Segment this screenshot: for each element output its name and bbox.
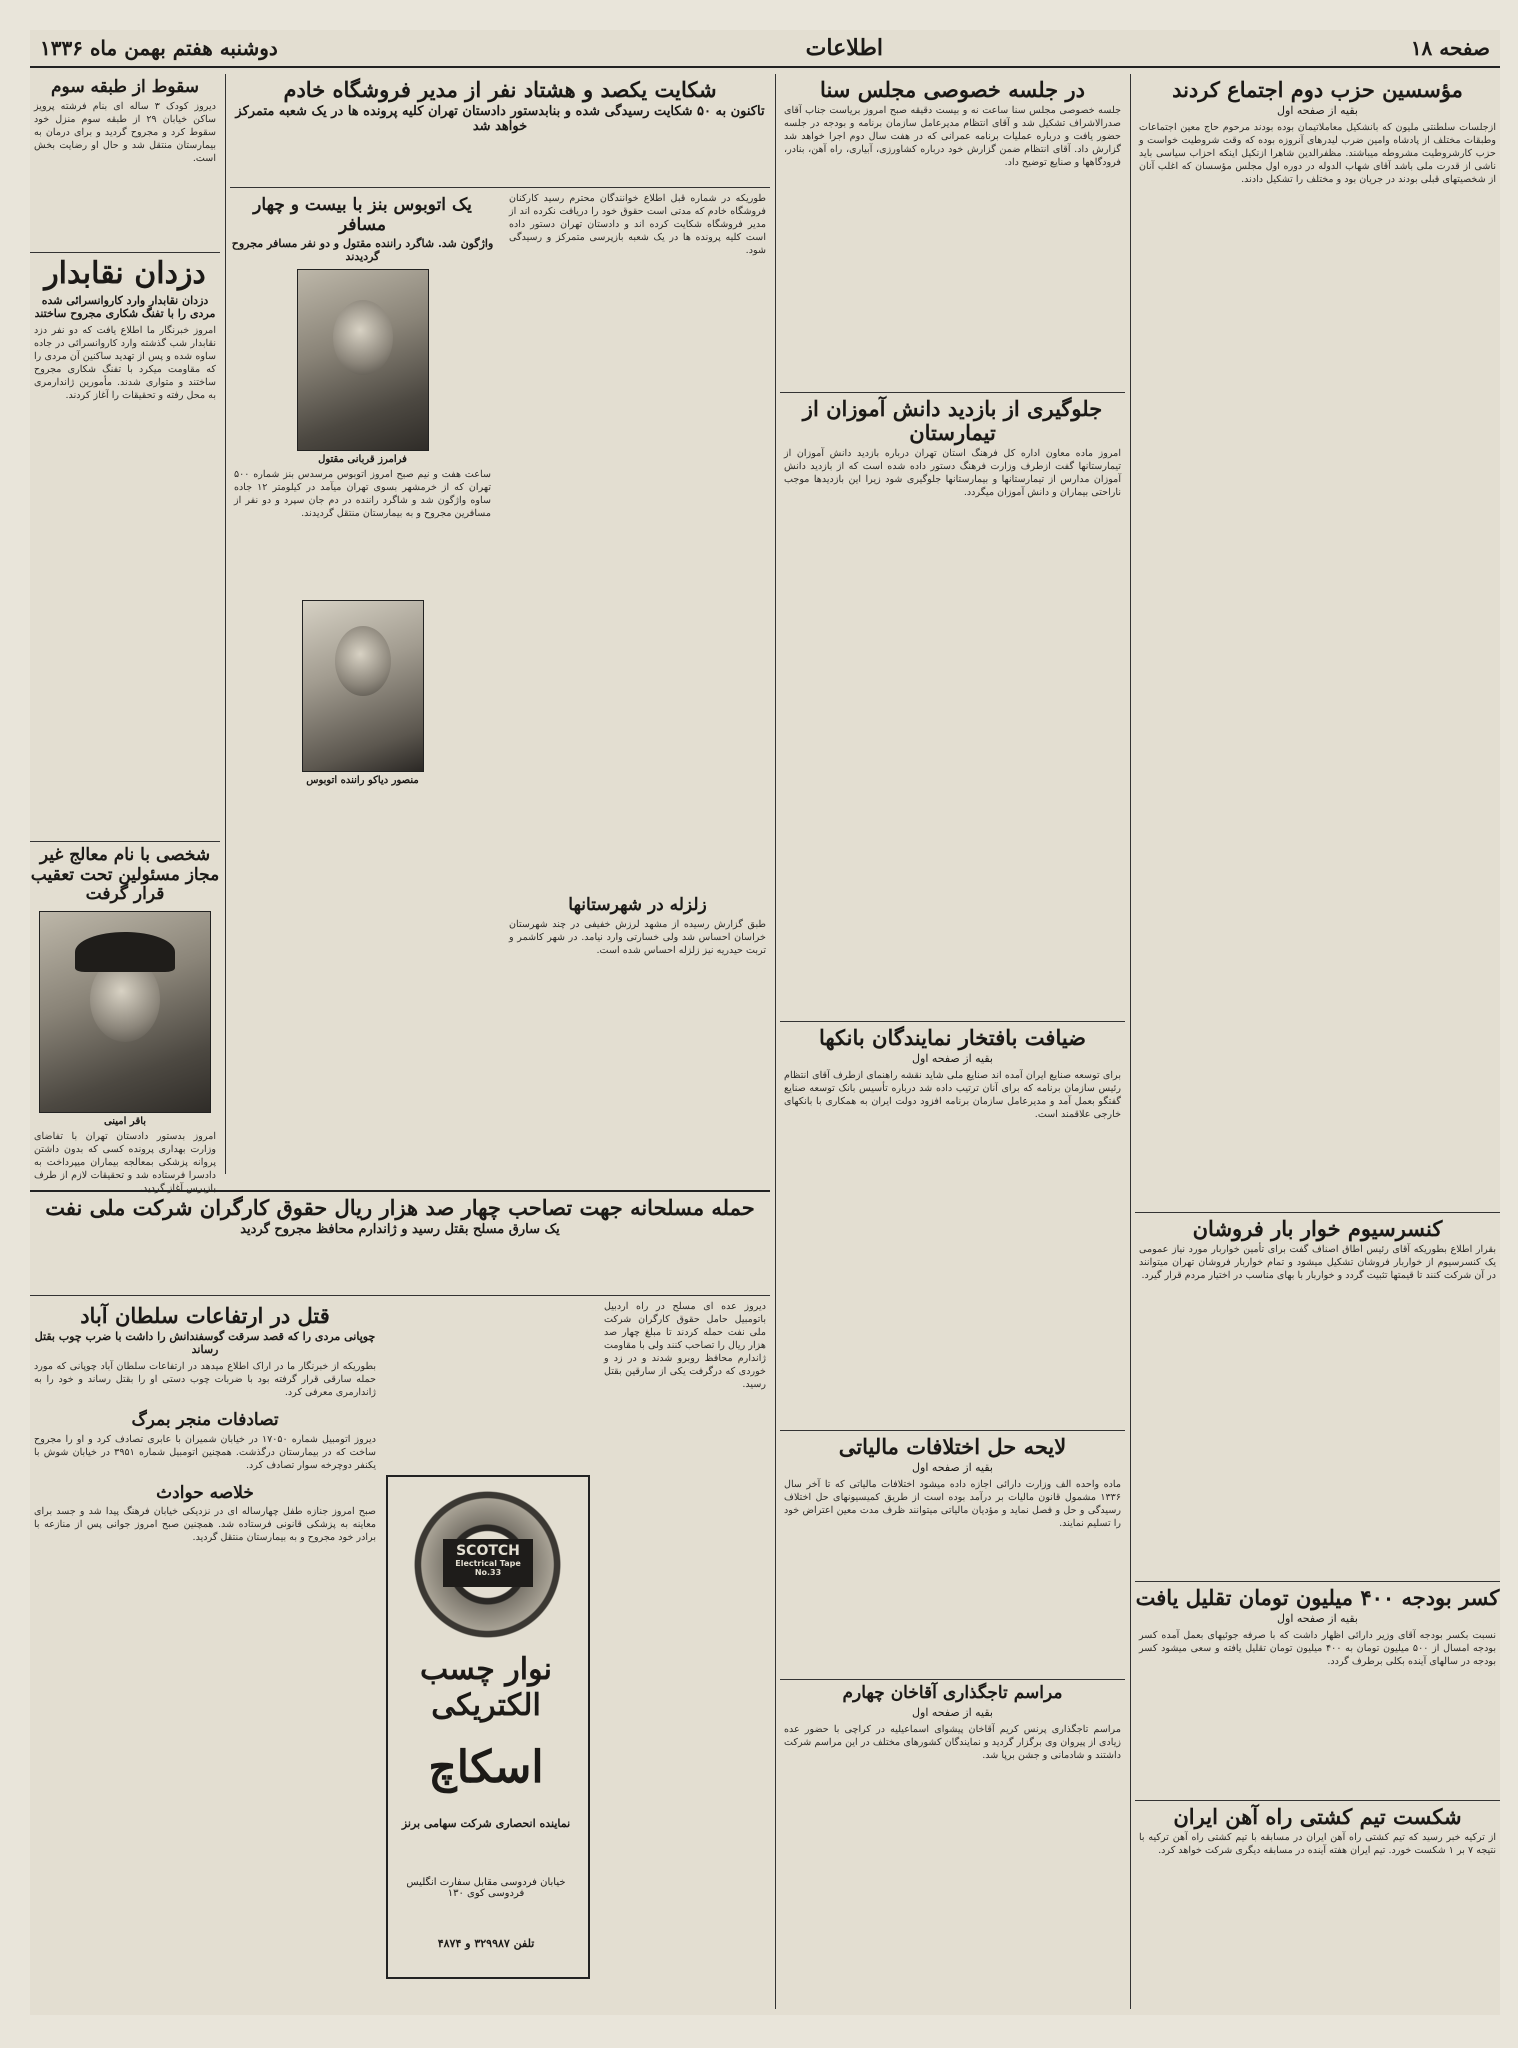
ad-address: خیابان فردوسی مقابل سفارت انگلیس فردوسی کوی ۱۳۰ bbox=[406, 1877, 566, 1899]
headline: جلوگیری از بازدید دانش آموزان از تیمارستان bbox=[802, 396, 1103, 446]
headline: شکایت یکصد و هشتاد نفر از مدیر فروشگاه خادم bbox=[283, 77, 717, 102]
article-employee bbox=[230, 78, 770, 188]
headline: مؤسسین حزب دوم اجتماع کردند bbox=[1172, 77, 1463, 102]
article-tax bbox=[780, 1435, 1125, 1680]
continuation: بقیه از صفحه اول bbox=[1277, 104, 1358, 118]
headline: ضیافت بافتخار نمایندگان بانکها bbox=[818, 1025, 1087, 1050]
article-budget bbox=[1135, 1586, 1500, 1801]
body-text: مراسم تاجگذاری پرنس کریم آقاخان پیشوای اسماعیلیه در کراچی با حضور عده زیادی از پیروان وی برگزار گردید و نمایندگان کشورهای مختلف در این مراسم شرکت داشتند و شادمانی و جشن برپا شد. bbox=[784, 1723, 1121, 1761]
body-text: از ترکیه خبر رسید که تیم کشتی راه آهن ایران در مسابقه با تیم کشتی راه آهن ترکیه با نتیجه ۷ بر ۱ شکست خورد. تیم ایران هفته آینده در مسابقه دیگری شرکت خواهد کرد. bbox=[1139, 1832, 1496, 1857]
article-senate bbox=[780, 78, 1125, 393]
photo-caption: باقر امینی bbox=[103, 1115, 147, 1127]
column-left bbox=[30, 74, 220, 1194]
headline: قتل در ارتفاعات سلطان آباد bbox=[80, 1303, 330, 1328]
body-text: دیروز اتومبیل شماره ۱۷۰۵۰ در خیابان شمیران با عابری تصادف کرد و او را مجروح ساخت که در بیمارستان درگذشت. همچنین اتومبیل شماره ۳۹۵۱ در خیابان شوش با یکنفر دوچرخه سوار تصادف کرد. bbox=[34, 1433, 376, 1471]
scotch-tape-ad bbox=[386, 1475, 590, 1979]
tape-number: No.33 bbox=[474, 1568, 502, 1577]
lower-left-block bbox=[30, 1190, 770, 2012]
article-bus bbox=[230, 192, 495, 789]
employee-text bbox=[505, 192, 770, 257]
brand-en-sub: Electrical Tape bbox=[455, 1559, 521, 1568]
headline: در جلسه خصوصی مجلس سنا bbox=[820, 77, 1085, 102]
body-text: بقرار اطلاع بطوریکه آقای رئیس اطاق اصناف گفت برای تأمین خواربار مورد نیاز عمومی یک کنسرسیوم از خواربار فروشان تشکیل میشود و تمام خواربار فروشان تهران میتوانند در آن شرکت کنند تا قیمتها تثبیت گردد و خواربار با بهای مناسب در اختیار مردم قرار گیرد. bbox=[1139, 1244, 1496, 1282]
subheadline: چوپانی مردی را که قصد سرقت گوسفندانش را داشت با ضرب چوب بقتل رساند bbox=[34, 1330, 376, 1357]
headline: کنسرسیوم خوار بار فروشان bbox=[1192, 1216, 1443, 1241]
body-text: امروز ماده معاون اداره کل فرهنگ استان تهران درباره بازدید دانش آموزان از تیمارستانها گفت ازطرف وزارت فرهنگ دستور داده شده است که از بازدید دانش آموزان مدارس از تیمارستانها و بیمارستانها جلوگیری شود زیرا این بازدیدها موجب ناراحتی بیماران و دانش آموزان میگردد. bbox=[784, 448, 1121, 499]
headline: کسر بودجه ۴۰۰ میلیون تومان تقلیل یافت bbox=[1135, 1585, 1500, 1610]
driver-photo bbox=[302, 600, 424, 772]
article-consortium bbox=[1135, 1217, 1500, 1582]
ardabil-text bbox=[600, 1300, 770, 1391]
continuation: بقیه از صفحه اول bbox=[912, 1052, 993, 1066]
article-banks bbox=[780, 1026, 1125, 1431]
ad-headline: نوار چسب الکتریکی bbox=[420, 1652, 552, 1723]
headline: دزدان نقابدار bbox=[44, 256, 206, 291]
headline: حمله مسلحانه جهت تصاحب چهار صد هزار ریال حقوق کارگران شرکت ملی نفت bbox=[45, 1195, 755, 1220]
headline: زلزله در شهرستانها bbox=[568, 895, 707, 915]
continuation: بقیه از صفحه اول bbox=[912, 1461, 993, 1475]
article-thieves bbox=[30, 257, 220, 842]
article-fall bbox=[30, 78, 220, 253]
body-text: ماده واحده الف وزارت دارائی اجازه داده میشود اختلافات مالیاتی که تا آخر سال ۱۳۳۶ مشمول قانون مالیات بر درآمد بوده است از طریق کمیسیونهای حل اختلاف رسیدگی و حل و فصل نماید و مؤدیان مالیاتی میتوانند ظرف مدت معین اعتراض خود را تسلیم نمایند. bbox=[784, 1479, 1121, 1530]
article-railway bbox=[1135, 1805, 1500, 1857]
body-text: بطوریکه از خبرنگار ما در اراک اطلاع میدهد در ارتفاعات سلطان آباد چوپانی که مورد حمله سارقی قرار گرفته بود با ضربات چوب دستی او را بقتل رساند و خود را به ژاندارمری معرفی کرد. bbox=[34, 1361, 376, 1399]
headline: خلاصه حوادث bbox=[156, 1482, 254, 1503]
body-text: جلسه خصوصی مجلس سنا ساعت نه و بیست دقیقه صبح امروز بریاست جناب آقای صدرالاشراف تشکیل شد و آقای انتظام مدیرعامل سازمان برنامه و بودجه در جلسه حضور یافت و درباره عملیات برنامه عمرانی که در هفت سال دوم اجرا خواهد شد گزارش داد. آقای انتظام ضمن گزارش خود درباره کشاورزی، آبیاری، راه آهن، بنادر، فرودگاهها و صنایع توضیح داد. bbox=[784, 105, 1121, 169]
continuation: بقیه از صفحه اول bbox=[912, 1705, 993, 1719]
ad-phone: تلفن ۳۲۹۹۸۷ و ۴۸۷۴ bbox=[437, 1937, 535, 1950]
tape-label bbox=[443, 1539, 533, 1587]
page-number: صفحه ۱۸ bbox=[1410, 36, 1490, 60]
paper-name: اطلاعات bbox=[805, 35, 883, 61]
column-right bbox=[1135, 74, 1500, 2009]
subheadline: یک سارق مسلح بقتل رسید و ژاندارم محافظ مجروح گردید bbox=[240, 1222, 560, 1238]
body-text: ساعت هفت و نیم صبح امروز اتوبوس مرسدس بنز شماره ۵۰۰ تهران که از خرمشهر بسوی تهران میآمد در کیلومتر ۱۲ جاده ساوه واژگون شد و شاگرد راننده در دم جان سپرد و دو نفر از مسافرین مجروح و به بیمارستان منتقل گردیدند. bbox=[234, 469, 491, 520]
headline: یک اتوبوس بنز با بیست و چهار مسافر bbox=[253, 195, 472, 235]
subheadline: تاکنون به ۵۰ شکایت رسیدگی شده و بنابدستور دادستان تهران کلیه پرونده ها در یک شعبه متمرکز خواهد شد bbox=[235, 104, 765, 135]
victim-face bbox=[333, 300, 393, 375]
body-text: برای توسعه صنایع ایران آمده اند صنایع ملی شاید نقشه راهنمای ازطرف آقای انتظام رئیس سازمان برنامه که برای آنان ترتیب داده شد درباره تأسیس بانک توسعه صنایع گفتگو بعمل آمد و مدیرعامل سازمان برنامه افزود دولت ایران به همکاری با بانکهای خارجی علاقمند است. bbox=[784, 1070, 1121, 1121]
column-rule bbox=[225, 74, 226, 1174]
body-text: طبق گزارش رسیده از مشهد لرزش خفیفی در چند شهرستان خراسان احساس شد ولی خسارتی وارد نیامد. در شهر کاشمر و تربت حیدریه نیز زلزله احساس شده است. bbox=[509, 918, 766, 956]
article-soltanabad bbox=[30, 1300, 380, 1544]
suspect-photo bbox=[39, 911, 211, 1113]
article-ardabil bbox=[30, 1196, 770, 1296]
headline: سقوط از طبقه سوم bbox=[51, 77, 199, 97]
hat bbox=[75, 932, 175, 972]
issue-date: دوشنبه هفتم بهمن ماه ۱۳۳۶ bbox=[40, 36, 278, 60]
body-text: ازجلسات سلطنتی ملیون که بانشکیل معاملاتیمان بوده بودند مرحوم حاج معین اجتماعات وطبقات مختلف از پادشاه وامین ضرب لیدرهای آنروزه بوده که وقت شروطیت خواست و حزب کارشروطیت مشروطه میباشند. مظفرالدین شاهرا ازنکیل اینکه احزاب سیاسی باید ناشی از قدرت ملی باشد آقای شهاب الدوله در دوره اول مجلس مؤسسان که اغلب آنان از شخصیتهای قبلی بودند در جریان بود و مختلف را تشکیل دادند. bbox=[1139, 122, 1496, 186]
photo-caption: فرامرز قربانی مقتول bbox=[318, 454, 407, 466]
headline: تصادفات منجر بمرگ bbox=[131, 1410, 279, 1431]
photo-caption: منصور دیاکو راننده اتوبوس bbox=[306, 775, 419, 787]
column-rule bbox=[1130, 74, 1131, 2009]
article-hospital bbox=[780, 397, 1125, 1022]
body-text: صبح امروز جنازه طفل چهارساله ای در نزدیکی خیابان فرهنگ پیدا شد و جسد برای معاینه به پزشکی قانونی فرستاده شد. همچنین صبح امروز جوانی پس از منازعه با برادر خود مجروح و به بیمارستان منتقل گردید. bbox=[34, 1506, 376, 1544]
ad-brand: اسکاچ bbox=[428, 1742, 544, 1793]
headline: مراسم تاجگذاری آقاخان چهارم bbox=[842, 1683, 1063, 1703]
article-aghakhan bbox=[780, 1684, 1125, 1762]
victim-photo bbox=[297, 269, 429, 451]
ad-agent: نماینده انحصاری شرکت سهامی برنز bbox=[401, 1817, 571, 1830]
body-text: طوریکه در شماره قبل اطلاع خوانندگان محترم رسید کارکنان فروشگاه خادم که مدتی است حقوق خود را دریافت نکرده اند از مدیر فروشگاه شکایت کرده اند و دادستان تهران دستور داده است کلیه پرونده ها در یک شعبه بازپرسی متمرکز و رسیدگی شود. bbox=[509, 193, 766, 256]
subheadline: واژگون شد. شاگرد راننده مقتول و دو نفر مسافر مجروح گردیدند bbox=[231, 237, 494, 264]
headline: شخصی با نام معالج غیر مجاز مسئولین تحت تعقیب قرار گرفت bbox=[30, 845, 220, 905]
article-founders bbox=[1135, 78, 1500, 1213]
column-rule bbox=[775, 74, 776, 2009]
article-fake-doctor bbox=[30, 846, 220, 1195]
body-text: امروز بدستور دادستان تهران با تفاضای وزارت بهداری پرونده کسی که بدون داشتن پروانه پزشکی بمعالجه بیماران میپرداخت به دادسرا فرستاده شد و تحقیقات لازم از طرف بازپرس آغاز گردید. bbox=[34, 1130, 216, 1194]
column-center-right bbox=[780, 74, 1125, 2009]
masthead bbox=[30, 30, 1500, 68]
body-text: امروز خبرنگار ما اطلاع یافت که دو نفر دزد نقابدار شب گذشته وارد کاروانسرائی در جاده ساوه شده و پس از تهدید ساکنین آن مردی را که مقاومت میکرد با تفنگ شکاری مجروح ساختند و متواری شدند. مأمورین ژاندارمری به محل رفته و تحقیقات را آغاز کردند. bbox=[34, 324, 216, 401]
driver-face bbox=[335, 626, 391, 696]
brand-en: SCOTCH bbox=[456, 1543, 520, 1559]
subheadline: دزدان نقابدار وارد کاروانسرائی شده مردی را با تفنگ شکاری مجروح ساختند bbox=[34, 293, 216, 320]
body-text: نسبت بکسر بودجه آقای وزیر دارائی اظهار داشت که با صرفه جوئیهای بعمل آمده کسر بودجه امسال از ۵۰۰ میلیون تومان به ۴۰۰ میلیون تومان تقلیل یافته و سعی میشود کسر بودجه در سالهای آینده بکلی برطرف گردد. bbox=[1139, 1630, 1496, 1668]
headline: شکست تیم کشتی راه آهن ایران bbox=[1173, 1804, 1462, 1829]
headline: لایحه حل اختلافات مالیاتی bbox=[838, 1434, 1067, 1459]
continuation: بقیه از صفحه اول bbox=[1277, 1612, 1358, 1626]
body-text: دیروز عده ای مسلح در راه اردبیل باتومبیل حامل حقوق کارگران شرکت ملی نفت حمله کردند تا مبلغ چهار صد هزار ریال را تصاحب کنند ولی با مقاومت ژاندارم محافظ روبرو شدند و در زد و خوردی که درگرفت یکی از سارقین بقتل رسید. bbox=[604, 1301, 766, 1390]
body-text: دیروز کودک ۳ ساله ای بنام فرشته پرویز ساکن خیابان ۲۹ از طبقه سوم منزل خود سقوط کرد و مجروح گردید و برای درمان به بیمارستان منتقل شد و حال او رضایت بخش است. bbox=[34, 100, 217, 164]
newspaper-page bbox=[30, 30, 1500, 2015]
article-quake bbox=[505, 892, 770, 957]
column-center-left bbox=[230, 74, 770, 1224]
